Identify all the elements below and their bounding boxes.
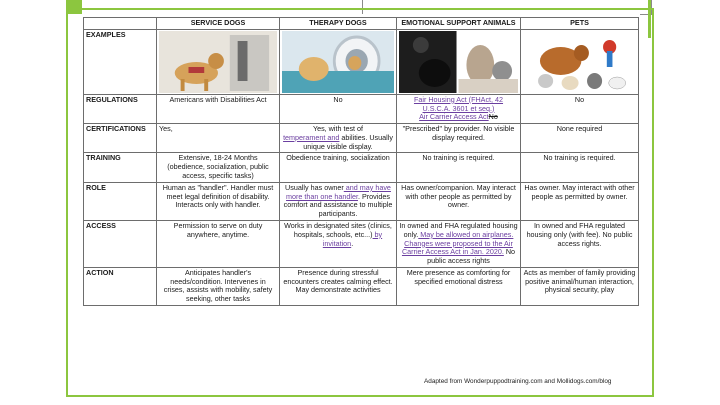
airplanes-change-link[interactable]: May be allowed on airplanes. Changes were proposed to the Air Carrier Access Act in Jan. 2020. bbox=[401, 229, 514, 257]
pets-role: Has owner. May interact with other people as permitted by owner. bbox=[521, 182, 639, 220]
row-examples bbox=[84, 29, 639, 94]
therapy-training: Obedience training, socialization bbox=[280, 153, 397, 182]
esa-access-text-a: In owned and FHA regulated housing only. bbox=[399, 220, 518, 239]
esa-training: No training is required. bbox=[397, 153, 521, 182]
row-label-access: ACCESS bbox=[84, 220, 157, 267]
row-label-certifications: CERTIFICATIONS bbox=[84, 124, 157, 153]
fair-housing-act-link[interactable]: Fair Housing Act (FHAct, 42 U.S.C.A. 3601 et seq.) bbox=[413, 94, 504, 113]
therapy-cert-text-c: abilities. Usually unique visible display. bbox=[303, 132, 393, 151]
pets-certifications: None required bbox=[521, 124, 639, 153]
row-certifications bbox=[84, 124, 639, 153]
service-certifications: Yes, bbox=[157, 124, 280, 153]
esa-access-text-c: No public access rights bbox=[427, 247, 516, 266]
esa-certifications: "Prescribed" by provider. No visible display required. bbox=[397, 124, 521, 153]
row-label-regulations: REGULATIONS bbox=[84, 94, 157, 123]
pets-regulations: No bbox=[521, 94, 639, 123]
source-footer: Adapted from Wonderpuppodtraining.com and Mollidogs.com/blog bbox=[424, 378, 612, 385]
row-label-examples: EXAMPLES bbox=[84, 29, 157, 94]
pets-access: In owned and FHA regulated housing only (with fee). No public access rights. bbox=[521, 220, 639, 267]
row-role bbox=[84, 182, 639, 220]
more-than-one-handler-link[interactable]: and may have more than one handler bbox=[286, 182, 391, 201]
row-action bbox=[84, 267, 639, 305]
pets-action: Acts as member of family providing positive animal/human interaction, physical security, play bbox=[521, 267, 639, 305]
esa-access bbox=[397, 220, 521, 267]
service-dog-photo bbox=[157, 29, 280, 94]
by-invitation-link[interactable]: by invitation bbox=[322, 229, 383, 248]
therapy-certifications bbox=[280, 124, 397, 153]
therapy-access bbox=[280, 220, 397, 267]
service-action: Anticipates handler's needs/condition. Intervenes in crises, assists with mobility, safety seeking, other tasks bbox=[157, 267, 280, 305]
therapy-access-text-c: . bbox=[351, 238, 354, 248]
header-emotional-support: EMOTIONAL SUPPORT ANIMALS bbox=[397, 18, 521, 30]
air-carrier-access-act-link[interactable]: Air Carrier Access Act bbox=[419, 112, 489, 122]
service-regulations: Americans with Disabilities Act bbox=[157, 94, 280, 123]
header-service-dogs: SERVICE DOGS bbox=[157, 18, 280, 30]
row-training bbox=[84, 153, 639, 182]
service-access: Permission to serve on duty anywhere, anytime. bbox=[157, 220, 280, 267]
pets-photo bbox=[521, 29, 639, 94]
row-regulations bbox=[84, 94, 639, 123]
therapy-role bbox=[280, 182, 397, 220]
therapy-cert-text-a: Yes, with test of bbox=[312, 124, 364, 134]
therapy-role-text-a: Usually has owner bbox=[285, 182, 344, 192]
row-access bbox=[84, 220, 639, 267]
esa-action: Mere presence as comforting for specified emotional distress bbox=[397, 267, 521, 305]
therapy-access-text-a: Works in designated sites (clinics, hospitals, schools, etc...) bbox=[284, 220, 392, 239]
therapy-dog-photo bbox=[280, 29, 397, 94]
esa-photo bbox=[397, 29, 521, 94]
row-label-training: TRAINING bbox=[84, 153, 157, 182]
row-label-role: ROLE bbox=[84, 182, 157, 220]
header-pets: PETS bbox=[521, 18, 639, 30]
temperament-link[interactable]: temperament and bbox=[283, 132, 340, 142]
therapy-action: Presence during stressful encounters creates calming effect. May demonstrate activities bbox=[280, 267, 397, 305]
service-training: Extensive, 18-24 Months (obedience, socialization, public access, specific tasks) bbox=[157, 153, 280, 182]
therapy-role-text-c: . Provides comfort and assistance to multiple participants. bbox=[283, 191, 393, 219]
pets-training: No training is required. bbox=[521, 153, 639, 182]
header-therapy-dogs: THERAPY DOGS bbox=[280, 18, 397, 30]
row-label-action: ACTION bbox=[84, 267, 157, 305]
service-role: Human as "handler". Handler must meet legal definition of disability. Interacts only with handler. bbox=[157, 182, 280, 220]
header-blank bbox=[84, 18, 157, 30]
esa-role: Has owner/companion. May interact with other people as permitted by owner. bbox=[397, 182, 521, 220]
comparison-table bbox=[83, 17, 639, 306]
esa-regulations bbox=[397, 94, 521, 123]
therapy-regulations: No bbox=[280, 94, 397, 123]
header-row bbox=[84, 18, 639, 30]
esa-regulations-no: No bbox=[488, 112, 498, 122]
